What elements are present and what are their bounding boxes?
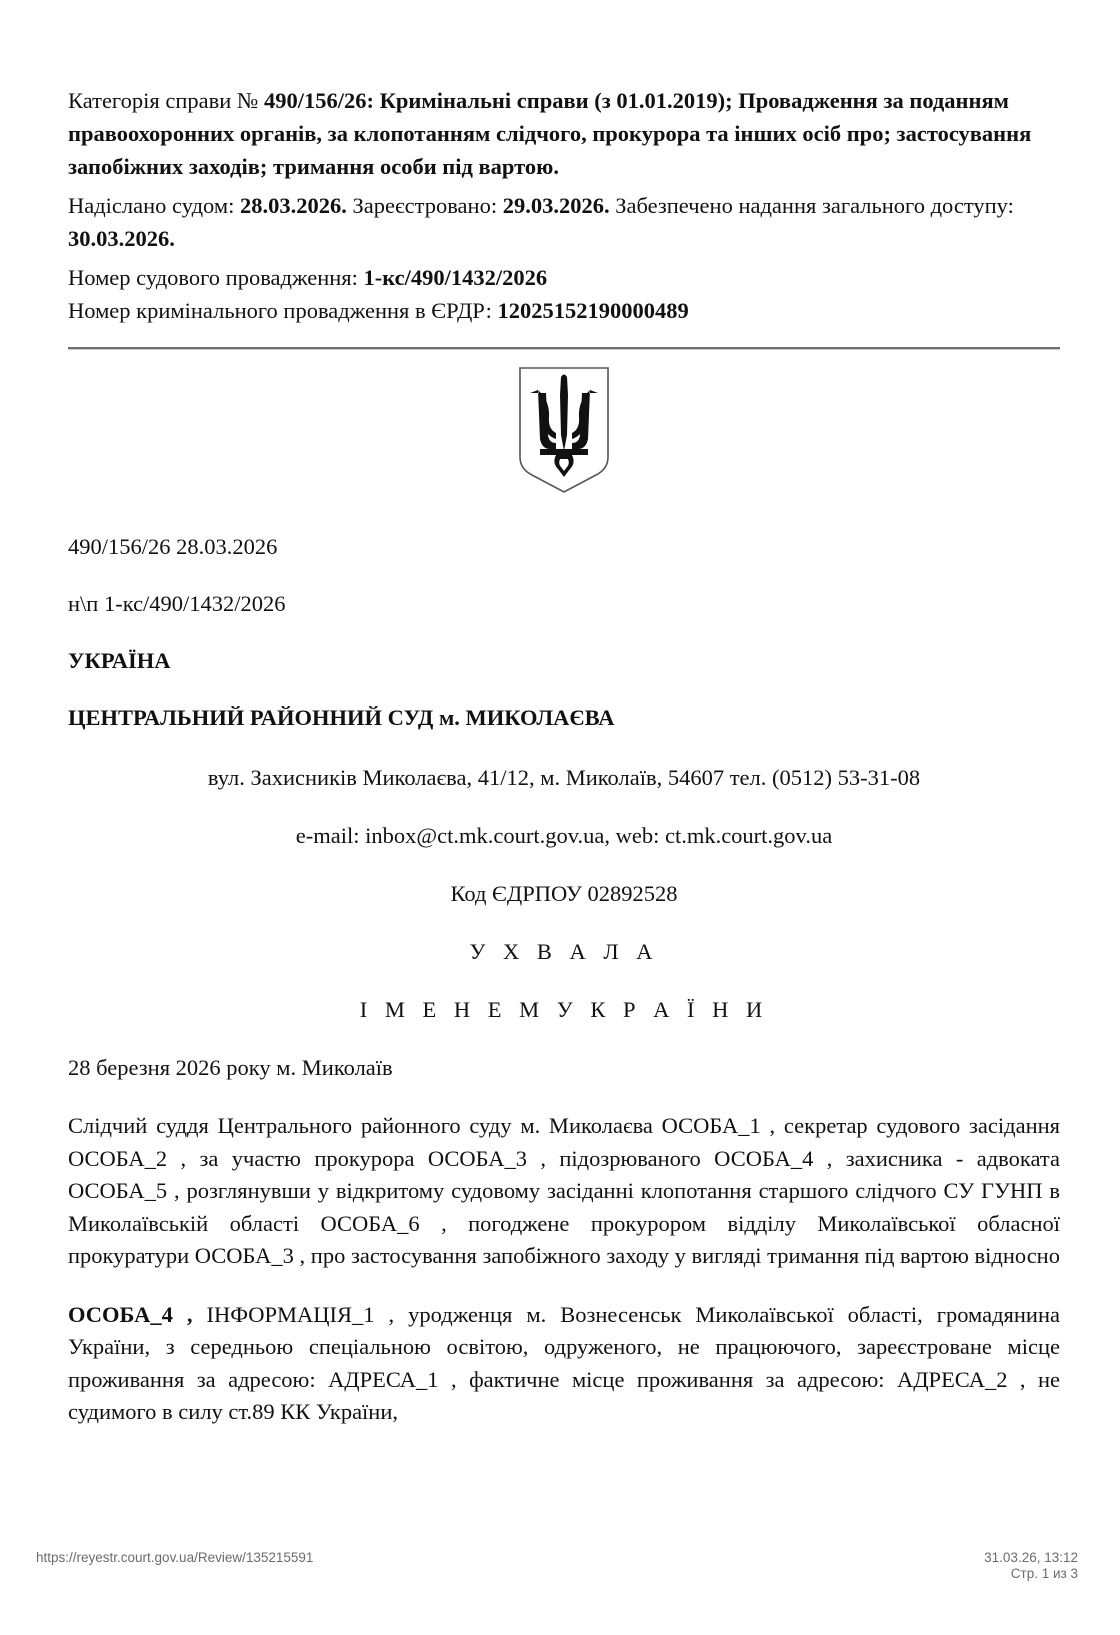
edrpou-code: Код ЄДРПОУ 02892528 xyxy=(450,881,678,906)
header-divider xyxy=(68,347,1060,350)
registered-date: 29.03.2026. xyxy=(502,193,610,218)
case-dates: Надіслано судом: 28.03.2026. Зареєстровано: 29.03.2026. Забезпечено надання загального доступу: 30.03.2026. xyxy=(68,193,1014,251)
document-page xyxy=(68,84,1060,1429)
document-type-heading: У Х В А Л А xyxy=(469,939,659,964)
case-category: Категорія справи № 490/156/26: Кримінальні справи (з 01.01.2019); Провадження за поданням правоохоронних органів, за клопотанням слідчого, прокурора та інших осіб про; застосування запобіжних заходів; тримання особи під вартою. xyxy=(68,88,1032,179)
proceeding-number: н\п 1-кс/490/1432/2026 xyxy=(68,591,286,616)
suspect-name: ОСОБА_4 , xyxy=(68,1301,193,1327)
in-name-of-ukraine-heading: І М Е Н Е М У К Р А Ї Н И xyxy=(359,997,769,1022)
access-date: 30.03.2026. xyxy=(68,226,175,251)
print-info xyxy=(984,1550,1078,1582)
sent-date: 28.03.2026. xyxy=(239,193,347,218)
court-name-heading: ЦЕНТРАЛЬНИЙ РАЙОННИЙ СУД м. МИКОЛАЄВА xyxy=(68,705,615,730)
ukraine-coat-of-arms-trident-icon xyxy=(516,365,612,495)
case-category-value: 490/156/26: Кримінальні справи (з 01.01.2019); Провадження за поданням правоохоронних органів, за клопотанням слідчого, прокурора та інших осіб про; застосування запобіжних заходів; тримання особи під вартою. xyxy=(68,88,1032,179)
page-counter: Стр. 1 из 3 xyxy=(1010,1566,1078,1581)
date-place: 28 березня 2026 року м. Миколаїв xyxy=(68,1055,393,1080)
court-contacts: e-mail: inbox@ct.mk.court.gov.ua, web: ct.mk.court.gov.ua xyxy=(295,823,833,848)
country-heading: УКРАЇНА xyxy=(68,648,171,673)
court-address: вул. Захисників Миколаєва, 41/12, м. Миколаїв, 54607 тел. (0512) 53-31-08 xyxy=(207,765,921,790)
source-url: https://reyestr.court.gov.ua/Review/135215591 xyxy=(36,1550,314,1565)
case-number-date: 490/156/26 28.03.2026 xyxy=(68,534,278,559)
body-paragraph-1: Слідчий суддя Центрального районного суду м. Миколаєва ОСОБА_1 , секретар судового засідання ОСОБА_2 , за участю прокурора ОСОБА_3 , підозрюваного ОСОБА_4 , захисника - адвоката ОСОБА_5 , розглянувши у відкритому судовому засіданні клопотання старшого слідчого СУ ГУНП в Миколаївській області ОСОБА_6 , погоджене прокурором відділу Миколаївської обласної прокуратури ОСОБА_3 , про застосування запобіжного заходу у вигляді тримання під вартою відносно xyxy=(68,1113,1060,1268)
case-metadata xyxy=(68,84,1060,327)
print-datetime: 31.03.26, 13:12 xyxy=(984,1550,1078,1565)
body-paragraph-2: ОСОБА_4 , ІНФОРМАЦІЯ_1 , уродженця м. Вознесенськ Миколаївської області, громадянина України, з середньою спеціальною освітою, одруженого, не працюючого, зареєстроване місце проживання за адресою: АДРЕСА_1 , фактичне місце проживання за адресою: АДРЕСА_2 , не судимого в силу ст.89 КК України, xyxy=(68,1301,1061,1424)
emblem-container xyxy=(68,365,1060,495)
criminal-proceeding-number: Номер кримінального провадження в ЄРДР: 12025152190000489 xyxy=(68,298,689,323)
court-proceeding-number: Номер судового провадження: 1-кс/490/1432/2026 xyxy=(68,265,548,290)
